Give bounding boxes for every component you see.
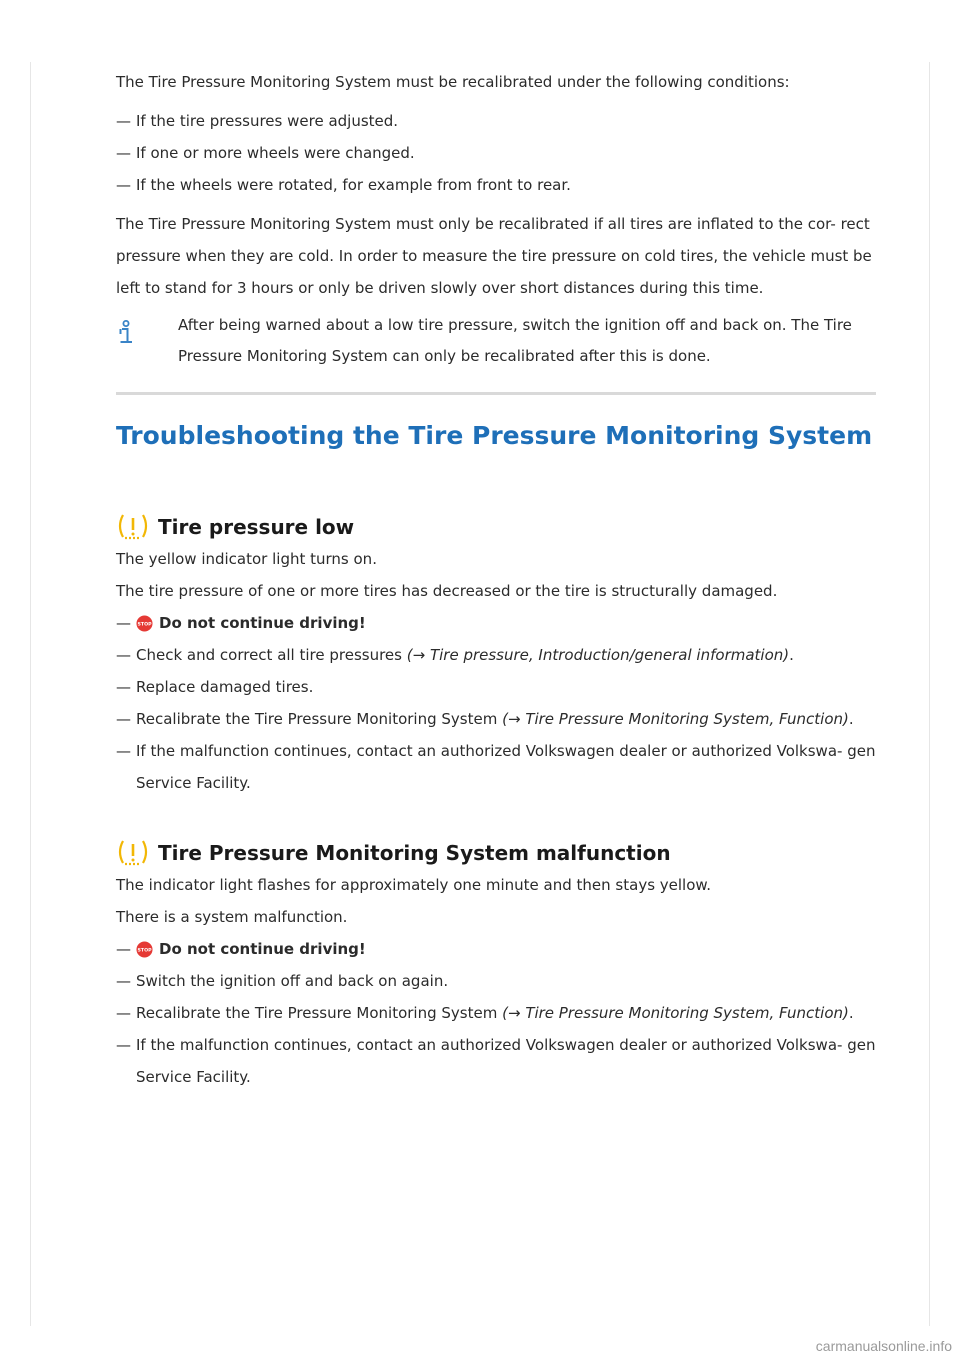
- list-item: — Switch the ignition off and back on again.: [116, 972, 449, 990]
- stop-icon: [136, 941, 153, 958]
- page-margin-left: [30, 62, 31, 1326]
- list-item: — If the wheels were rotated, for example from front to rear.: [116, 176, 571, 194]
- svg-text:STOP: STOP: [137, 948, 152, 954]
- page-margin-right: [929, 62, 930, 1326]
- subsection-title: Tire Pressure Monitoring System malfunction: [158, 841, 671, 865]
- list-item: — STOP Do not continue driving!: [116, 940, 366, 958]
- list-item: — Replace damaged tires.: [116, 678, 314, 696]
- list-item: — If the malfunction continues, contact an authorized Volkswagen dealer or authorized Volkswa- gen Service Facility.: [116, 742, 876, 792]
- intro-text: The Tire Pressure Monitoring System must be recalibrated under the following conditions:: [116, 73, 790, 91]
- list-item: — Recalibrate the Tire Pressure Monitoring System (→ Tire Pressure Monitoring System, Function).: [116, 710, 854, 728]
- section-divider: [116, 392, 876, 395]
- note-text: After being warned about a low tire pressure, switch the ignition off and back on. The Tire Pressure Monitoring System can only be recalibrated after this is done.: [178, 316, 852, 365]
- list-item: — Recalibrate the Tire Pressure Monitoring System (→ Tire Pressure Monitoring System, Function).: [116, 1004, 854, 1022]
- list-item: — STOP Do not continue driving!: [116, 614, 366, 632]
- body-text: There is a system malfunction.: [116, 908, 348, 926]
- tpms-warning-icon: [116, 839, 150, 867]
- subsection-header-low: [116, 511, 876, 543]
- body-text: The tire pressure of one or more tires has decreased or the tire is structurally damaged.: [116, 582, 778, 600]
- recalibration-paragraph: The Tire Pressure Monitoring System must only be recalibrated if all tires are inflated to the cor- rect pressure when they are cold. In order to measure the tire pressure on cold tires, the vehicle must be left to stand for 3 hours or only be driven slowly over short distances during this time.: [116, 215, 872, 297]
- stop-icon: [136, 615, 153, 632]
- action-list: [116, 607, 876, 799]
- page-content: [116, 66, 876, 1093]
- list-item: — Check and correct all tire pressures (→ Tire pressure, Introduction/general information).: [116, 646, 794, 664]
- watermark: carmanualsonline.info: [815, 1338, 952, 1354]
- action-list: [116, 933, 876, 1093]
- info-note: [116, 310, 876, 372]
- cross-reference-link[interactable]: (→ Tire Pressure Monitoring System, Function): [502, 1004, 849, 1022]
- body-text: The yellow indicator light turns on.: [116, 550, 377, 568]
- body-text: The indicator light flashes for approximately one minute and then stays yellow.: [116, 876, 712, 894]
- section-title: Troubleshooting the Tire Pressure Monitoring System: [116, 421, 873, 450]
- list-item: — If the malfunction continues, contact an authorized Volkswagen dealer or authorized Volkswa- gen Service Facility.: [116, 1036, 876, 1086]
- subsection-title: Tire pressure low: [158, 515, 355, 539]
- svg-text:STOP: STOP: [137, 622, 152, 628]
- list-item: — If the tire pressures were adjusted.: [116, 112, 399, 130]
- cross-reference-link[interactable]: (→ Tire pressure, Introduction/general information): [406, 646, 790, 664]
- list-item: — If one or more wheels were changed.: [116, 144, 415, 162]
- info-icon: [116, 310, 178, 372]
- conditions-list: [116, 105, 876, 201]
- subsection-header-malfunction: [116, 837, 876, 869]
- tpms-warning-icon: [116, 513, 150, 541]
- cross-reference-link[interactable]: (→ Tire Pressure Monitoring System, Function): [502, 710, 849, 728]
